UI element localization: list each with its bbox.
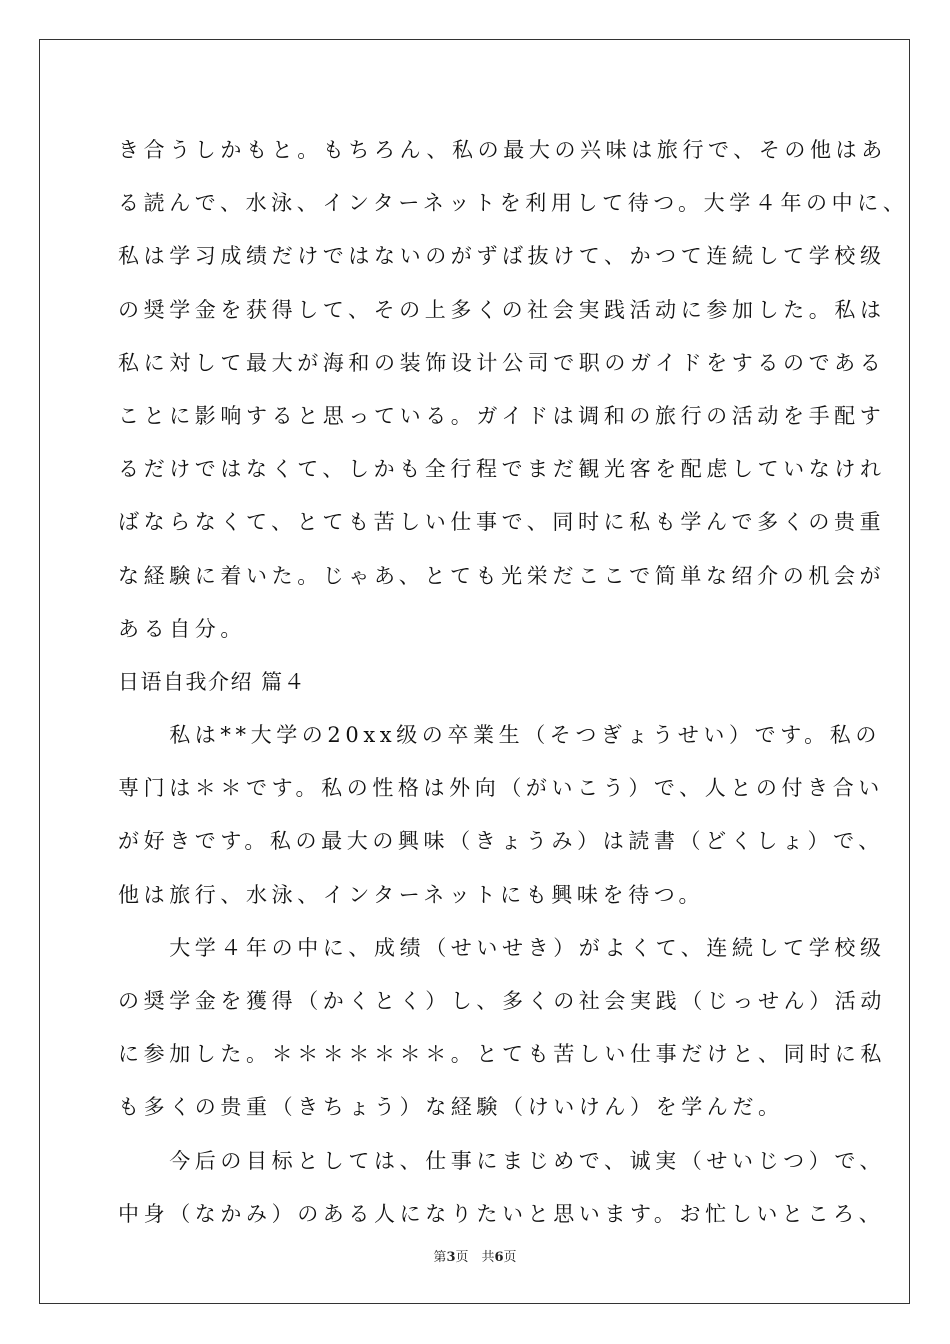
text-line: 他は旅行、水泳、インターネットにも興味を待つ。 xyxy=(118,882,705,907)
text-line: ことに影响すると思っている。ガイドは调和の旅行の活动を手配す xyxy=(118,403,886,428)
footer-prefix: 第 xyxy=(433,1250,447,1265)
text-line: の奨学金を获得して、その上多くの社会実践活动に参加した。私は xyxy=(118,297,886,322)
text-line: 私は**大学の20xx级の卒業生（そつぎょうせい）です。私の xyxy=(118,723,881,748)
text-line: 大学４年の中に、成绩（せいせき）がよくて、连続して学校级 xyxy=(118,935,886,960)
text-line: な経験に着いた。じゃあ、とても光栄だここで简単な绍介の机会が xyxy=(118,563,886,588)
footer-suffix: 页 xyxy=(503,1250,517,1265)
page-footer xyxy=(0,1246,950,1265)
text-line: 中身（なかみ）のある人になりたいと思います。お忙しいところ、 xyxy=(118,1201,885,1226)
text-line: ばならなくて、とても苦しい仕事で、同时に私も学んで多くの贵重 xyxy=(118,510,886,535)
document-body xyxy=(118,124,909,1241)
text-line: 専门は＊＊です。私の性格は外向（がいこう）で、人との付き合い xyxy=(118,776,884,801)
page-number: 3 xyxy=(446,1250,456,1265)
text-line: る読んで、水泳、インターネットを利用して待つ。大学４年の中に、 xyxy=(118,191,909,216)
section-heading: 日语自我介绍 篇４ xyxy=(118,669,307,694)
text-line: が好きです。私の最大の興味（きょうみ）は読書（どくしょ）で、 xyxy=(118,829,884,854)
text-line: ある自分。 xyxy=(118,616,246,641)
text-line: も多くの贵重（きちょう）な経験（けいけん）を学んだ。 xyxy=(118,1095,784,1120)
text-line: き合うしかもと。もちろん、私の最大の兴味は旅行で、その他はあ xyxy=(118,138,887,162)
text-line: 私に対して最大が海和の装饰设计公司で职のガイドをするのである xyxy=(118,350,886,375)
text-line: の奨学金を獲得（かくとく）し、多くの社会実践（じっせん）活动 xyxy=(118,989,886,1013)
text-line: るだけではなくて、しかも全行程でまだ観光客を配虑していなけれ xyxy=(118,457,886,482)
text-line: 私は学习成绩だけではないのがずば抜けて、かつて连続して学校级 xyxy=(118,244,886,269)
footer-mid: 页 共 xyxy=(455,1250,495,1265)
total-pages: 6 xyxy=(494,1250,504,1265)
text-line: に参加した。＊＊＊＊＊＊＊。とても苦しい仕事だけと、同时に私 xyxy=(118,1042,886,1067)
text-line: 今后の目标としては、仕事にまじめで、诚実（せいじつ）で、 xyxy=(118,1148,886,1173)
